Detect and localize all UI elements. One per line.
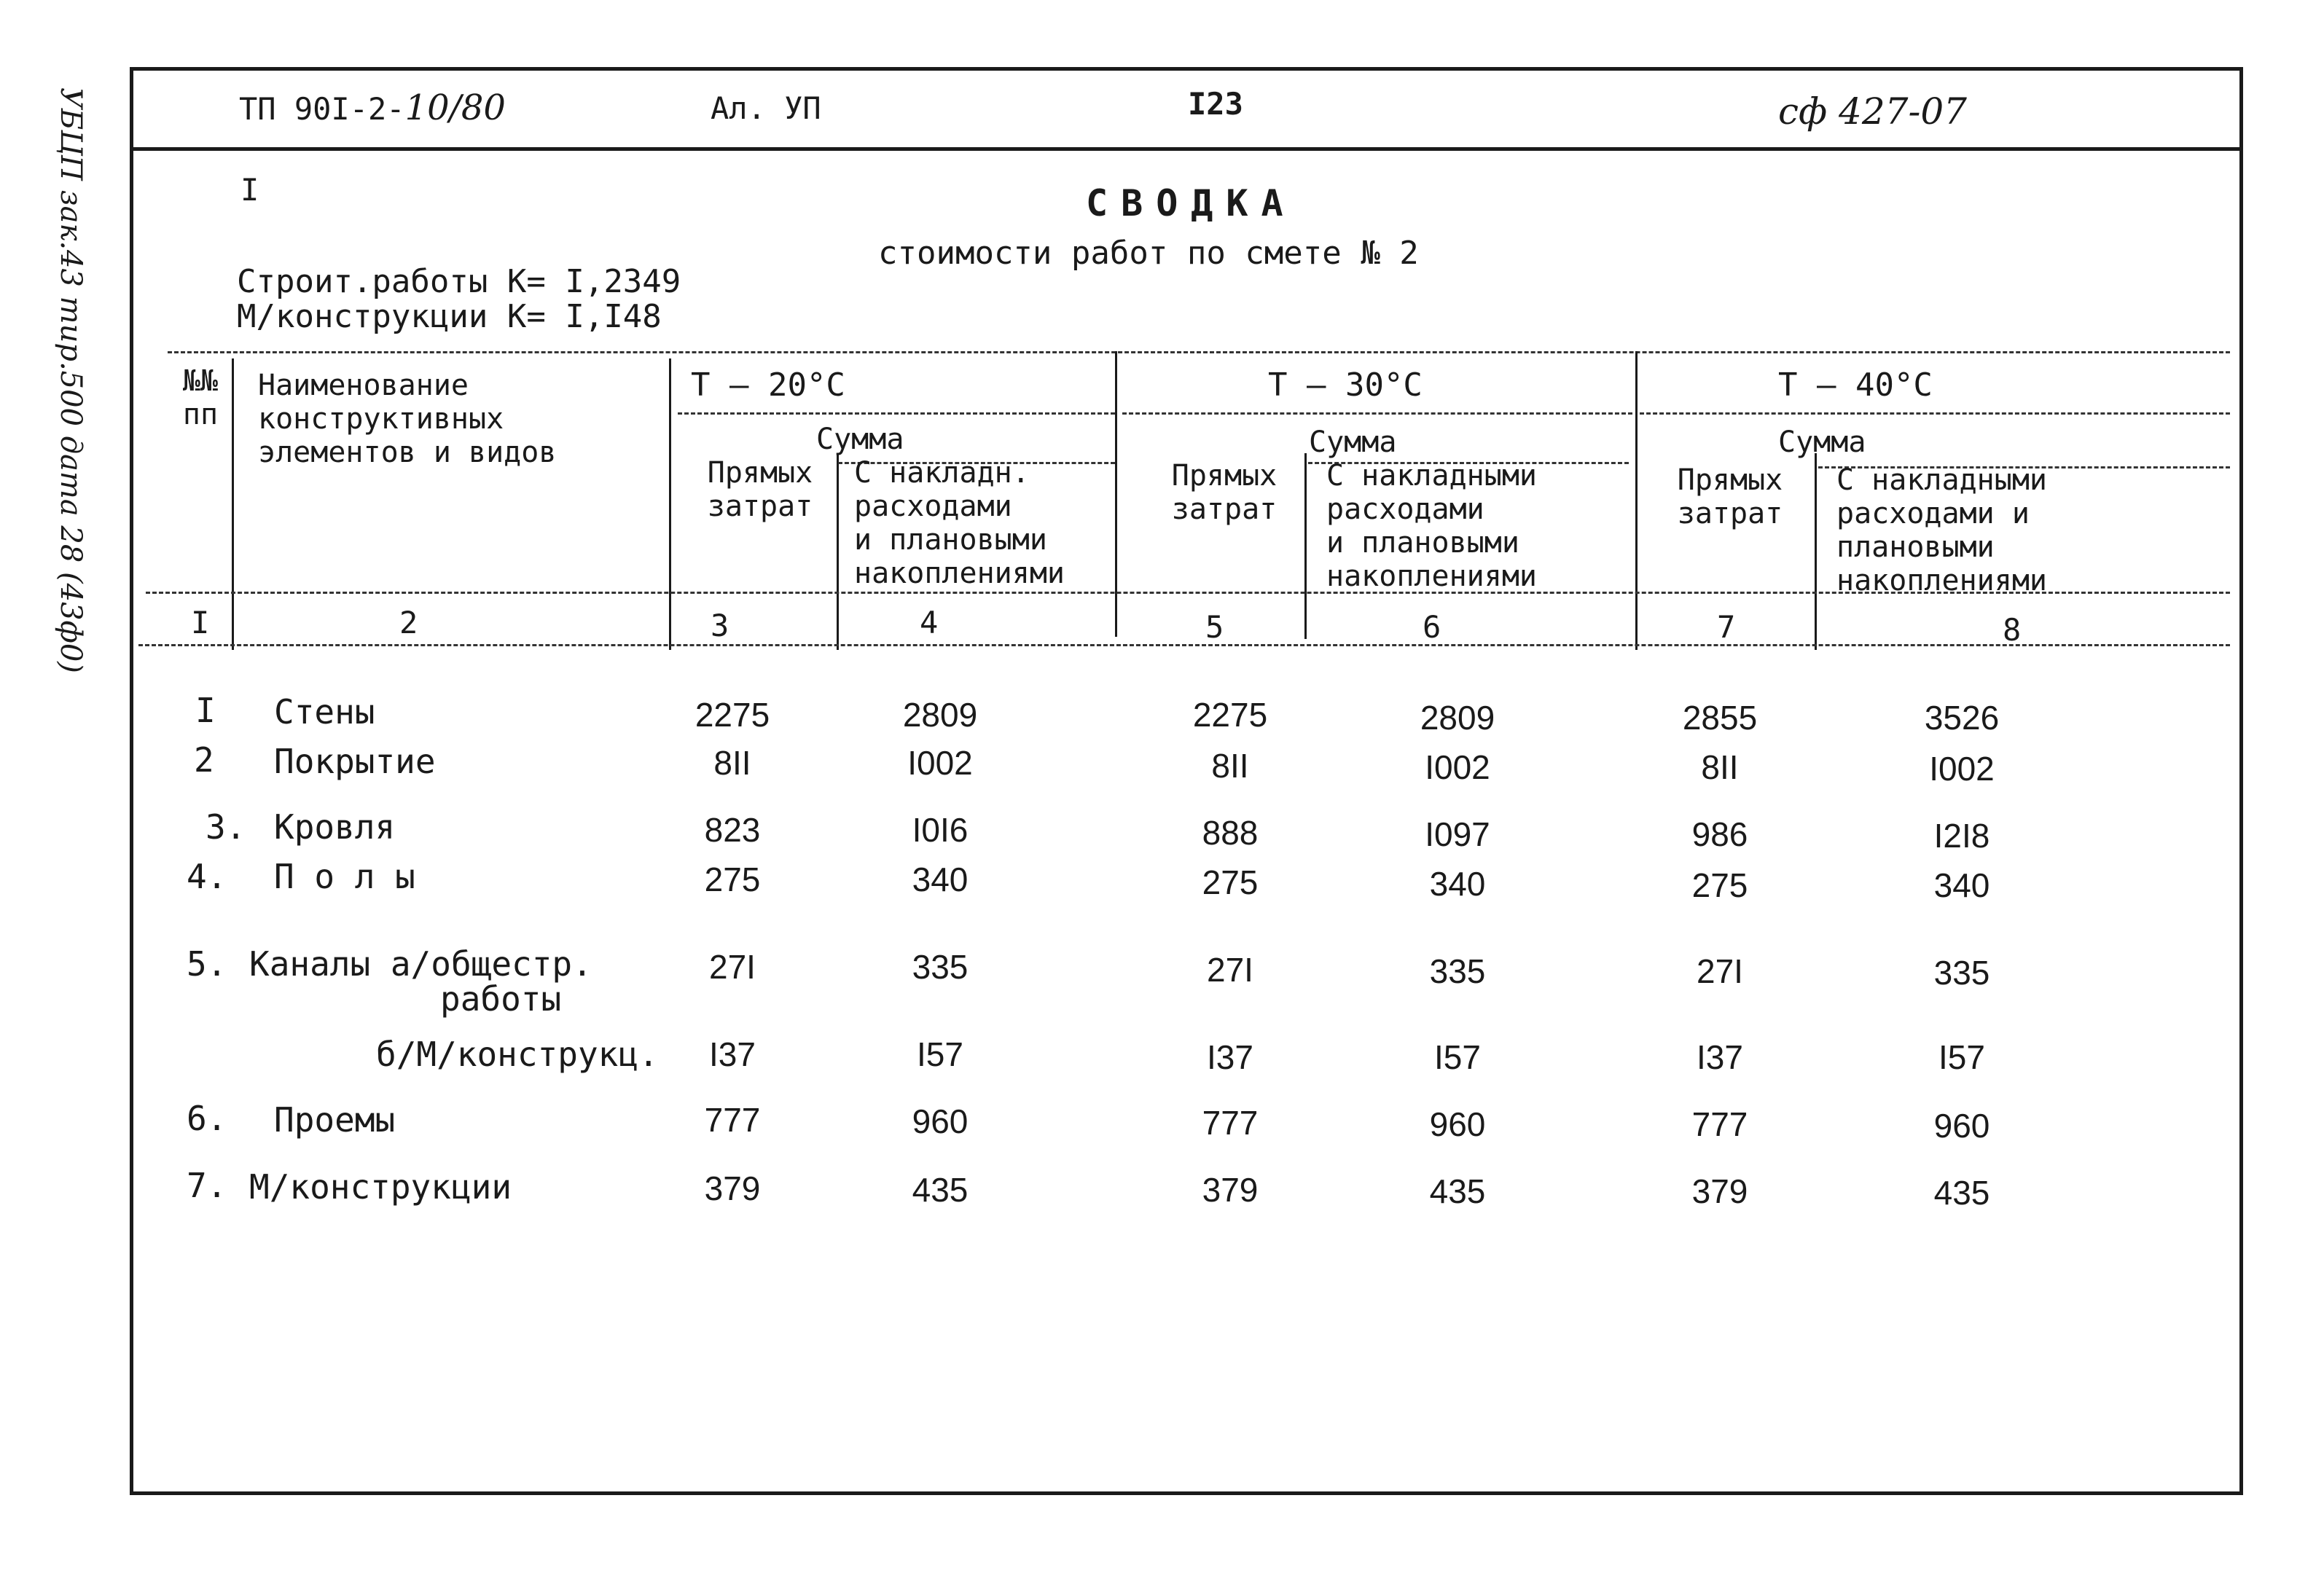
cell-value: 435 <box>1429 1172 1486 1210</box>
sum-40-header: Сумма <box>1778 426 1866 459</box>
direct-20-header <box>691 456 829 523</box>
cell-value: 335 <box>1429 952 1486 990</box>
cell-value: 340 <box>912 860 969 898</box>
direct-30-header <box>1151 459 1297 526</box>
name-col-header-line1: Наименование <box>258 369 469 402</box>
col-divider-sub-3 <box>1815 453 1817 650</box>
name-col-header <box>258 369 556 469</box>
cell-value: 379 <box>704 1169 761 1207</box>
coefficient-metal: М/конструкции К= I,I48 <box>237 298 662 335</box>
row-name: Каналы а/общестр. <box>249 944 592 984</box>
row-name: Проемы <box>274 1100 396 1140</box>
cell-value: 960 <box>1933 1107 1990 1145</box>
table-top-rule <box>168 351 2230 353</box>
cell-value: 2275 <box>695 696 770 734</box>
name-col-header-line2: конструктивных <box>258 402 504 436</box>
coefficient-construction: Строит.работы К= I,2349 <box>237 263 681 300</box>
handwritten-code: сф 427-07 <box>1778 90 1967 133</box>
doc-code-hand: 10/80 <box>404 87 506 128</box>
cell-value: I37 <box>709 1035 756 1073</box>
album-label: Ал. УП <box>711 90 821 126</box>
cell-value: 27I <box>1697 952 1743 990</box>
page-number: I23 <box>1188 86 1243 122</box>
temp-rule-1 <box>678 412 1115 415</box>
direct-40-line2: затрат <box>1677 497 1783 530</box>
overhead-40-line1: С накладными <box>1836 463 2047 497</box>
cell-value: 8II <box>1211 747 1249 785</box>
colnum-8: 8 <box>2003 612 2022 648</box>
name-col-header-line3: элементов и видов <box>258 436 557 469</box>
overhead-30-line4: накоплениями <box>1326 560 1537 593</box>
row-number: I <box>195 691 216 730</box>
section-marker: I <box>240 172 259 208</box>
row-name: Стены <box>274 692 375 732</box>
colnum-2: 2 <box>399 605 418 640</box>
cell-value: 2855 <box>1682 699 1758 737</box>
cell-value: 823 <box>704 811 761 849</box>
col-divider-sub-2 <box>1304 453 1307 639</box>
cell-value: 8II <box>1701 748 1739 786</box>
col-divider-1 <box>232 358 234 650</box>
cell-value: 379 <box>1202 1171 1259 1209</box>
cell-value: 335 <box>1933 954 1990 992</box>
overhead-30-line2: расходами <box>1326 493 1484 526</box>
temp-30-header: Т – 30°С <box>1268 366 1423 404</box>
colnum-5: 5 <box>1205 609 1224 645</box>
page-title: СВОДКА <box>1086 182 1296 224</box>
row-name: Кровля <box>274 807 396 847</box>
cell-value: 777 <box>1691 1105 1748 1143</box>
sum-20-header: Сумма <box>816 423 904 456</box>
cell-value: I097 <box>1425 815 1490 853</box>
cell-value: 960 <box>912 1102 969 1140</box>
cell-value: 275 <box>704 860 761 898</box>
row-number: 4. <box>187 857 227 896</box>
cell-value: 379 <box>1691 1172 1748 1210</box>
overhead-40-line4: накоплениями <box>1836 564 2047 597</box>
cell-value: 888 <box>1202 814 1259 852</box>
cell-value: 777 <box>1202 1104 1259 1142</box>
overhead-20-line2: расходами <box>854 490 1012 523</box>
overhead-40-header <box>1836 463 2047 597</box>
cell-value: I002 <box>1425 748 1490 786</box>
direct-40-header <box>1650 463 1810 530</box>
cell-value: 2275 <box>1192 696 1268 734</box>
header-divider <box>130 147 2243 151</box>
row-number: 6. <box>187 1099 227 1138</box>
cell-value: 3526 <box>1924 699 2000 737</box>
cell-value: I57 <box>917 1035 963 1073</box>
overhead-20-line3: и плановыми <box>854 523 1047 557</box>
temp-20-header: Т – 20°С <box>691 366 845 404</box>
doc-code <box>239 87 506 128</box>
row-number: 3. <box>206 807 246 847</box>
sidebar-stamp: УБЦП зак.43 тир.500 дата 28 (43ф0) <box>54 87 87 673</box>
sum-30-header: Сумма <box>1309 426 1397 459</box>
overhead-30-header <box>1326 459 1537 593</box>
overhead-20-line1: С накладн. <box>854 456 1030 490</box>
colnum-3: 3 <box>711 608 729 643</box>
direct-30-line1: Прямых <box>1171 459 1278 493</box>
colnum-bottom-rule <box>138 644 2230 646</box>
cell-value: 275 <box>1691 866 1748 904</box>
overhead-20-header <box>854 456 1065 590</box>
colnum-6: 6 <box>1423 609 1441 645</box>
direct-40-line1: Прямых <box>1677 463 1783 497</box>
num-col-header-line2: пп <box>182 398 219 431</box>
cell-value: I2I8 <box>1933 817 1990 855</box>
overhead-40-line2: расходами и <box>1836 497 2030 530</box>
cell-value: 2809 <box>902 696 978 734</box>
direct-20-line1: Прямых <box>707 456 813 490</box>
cell-value: I002 <box>907 744 973 782</box>
colnum-1: I <box>191 605 210 640</box>
cell-value: 275 <box>1202 863 1259 901</box>
col-divider-3 <box>1115 351 1117 637</box>
doc-code-prefix: ТП 90I-2- <box>239 91 405 127</box>
col-divider-sub-1 <box>837 453 839 650</box>
cell-value: 335 <box>912 948 969 986</box>
cell-value: I002 <box>1929 750 1995 788</box>
overhead-30-line3: и плановыми <box>1326 526 1519 560</box>
col-divider-4 <box>1635 351 1638 650</box>
cell-value: 340 <box>1429 865 1486 903</box>
cell-value: 2809 <box>1420 699 1495 737</box>
row-number: 2 <box>194 740 214 780</box>
cell-value: 986 <box>1691 815 1748 853</box>
colnum-7: 7 <box>1717 609 1736 645</box>
num-col-header-line1: №№ <box>182 364 219 398</box>
row-number: 7. <box>187 1166 227 1205</box>
num-col-header <box>175 364 226 431</box>
cell-value: I37 <box>1697 1038 1743 1076</box>
cell-value: 340 <box>1933 866 1990 904</box>
temp-40-header: Т – 40°С <box>1778 366 1933 404</box>
overhead-40-line3: плановыми <box>1836 530 1995 564</box>
temp-rule-2 <box>1122 412 1632 415</box>
direct-20-line2: затрат <box>707 490 813 523</box>
cell-value: 777 <box>704 1101 761 1139</box>
row-number: 5. <box>187 944 227 984</box>
row-name: Покрытие <box>274 742 436 781</box>
cell-value: I0I6 <box>912 811 969 849</box>
cell-value: 8II <box>713 744 751 782</box>
cell-value: I37 <box>1207 1038 1253 1076</box>
page-subtitle: стоимости работ по смете № 2 <box>878 235 1419 272</box>
col-divider-2 <box>669 358 671 650</box>
overhead-20-line4: накоплениями <box>854 557 1065 590</box>
cell-value: 435 <box>1933 1174 1990 1212</box>
temp-rule-3 <box>1640 412 2230 415</box>
cell-value: 27I <box>709 948 756 986</box>
direct-30-line2: затрат <box>1171 493 1278 526</box>
cell-value: I57 <box>1434 1038 1481 1076</box>
row-name-continued: работы <box>440 979 562 1019</box>
colnum-4: 4 <box>920 605 939 640</box>
cell-value: I57 <box>1938 1038 1985 1076</box>
cell-value: 27I <box>1207 951 1253 989</box>
row-name: М/конструкции <box>249 1167 512 1207</box>
row-name: б/М/конструкц. <box>376 1035 659 1074</box>
row-name: П о л ы <box>274 857 415 896</box>
overhead-30-line1: С накладными <box>1326 459 1537 493</box>
cell-value: 435 <box>912 1171 969 1209</box>
cell-value: 960 <box>1429 1105 1486 1143</box>
